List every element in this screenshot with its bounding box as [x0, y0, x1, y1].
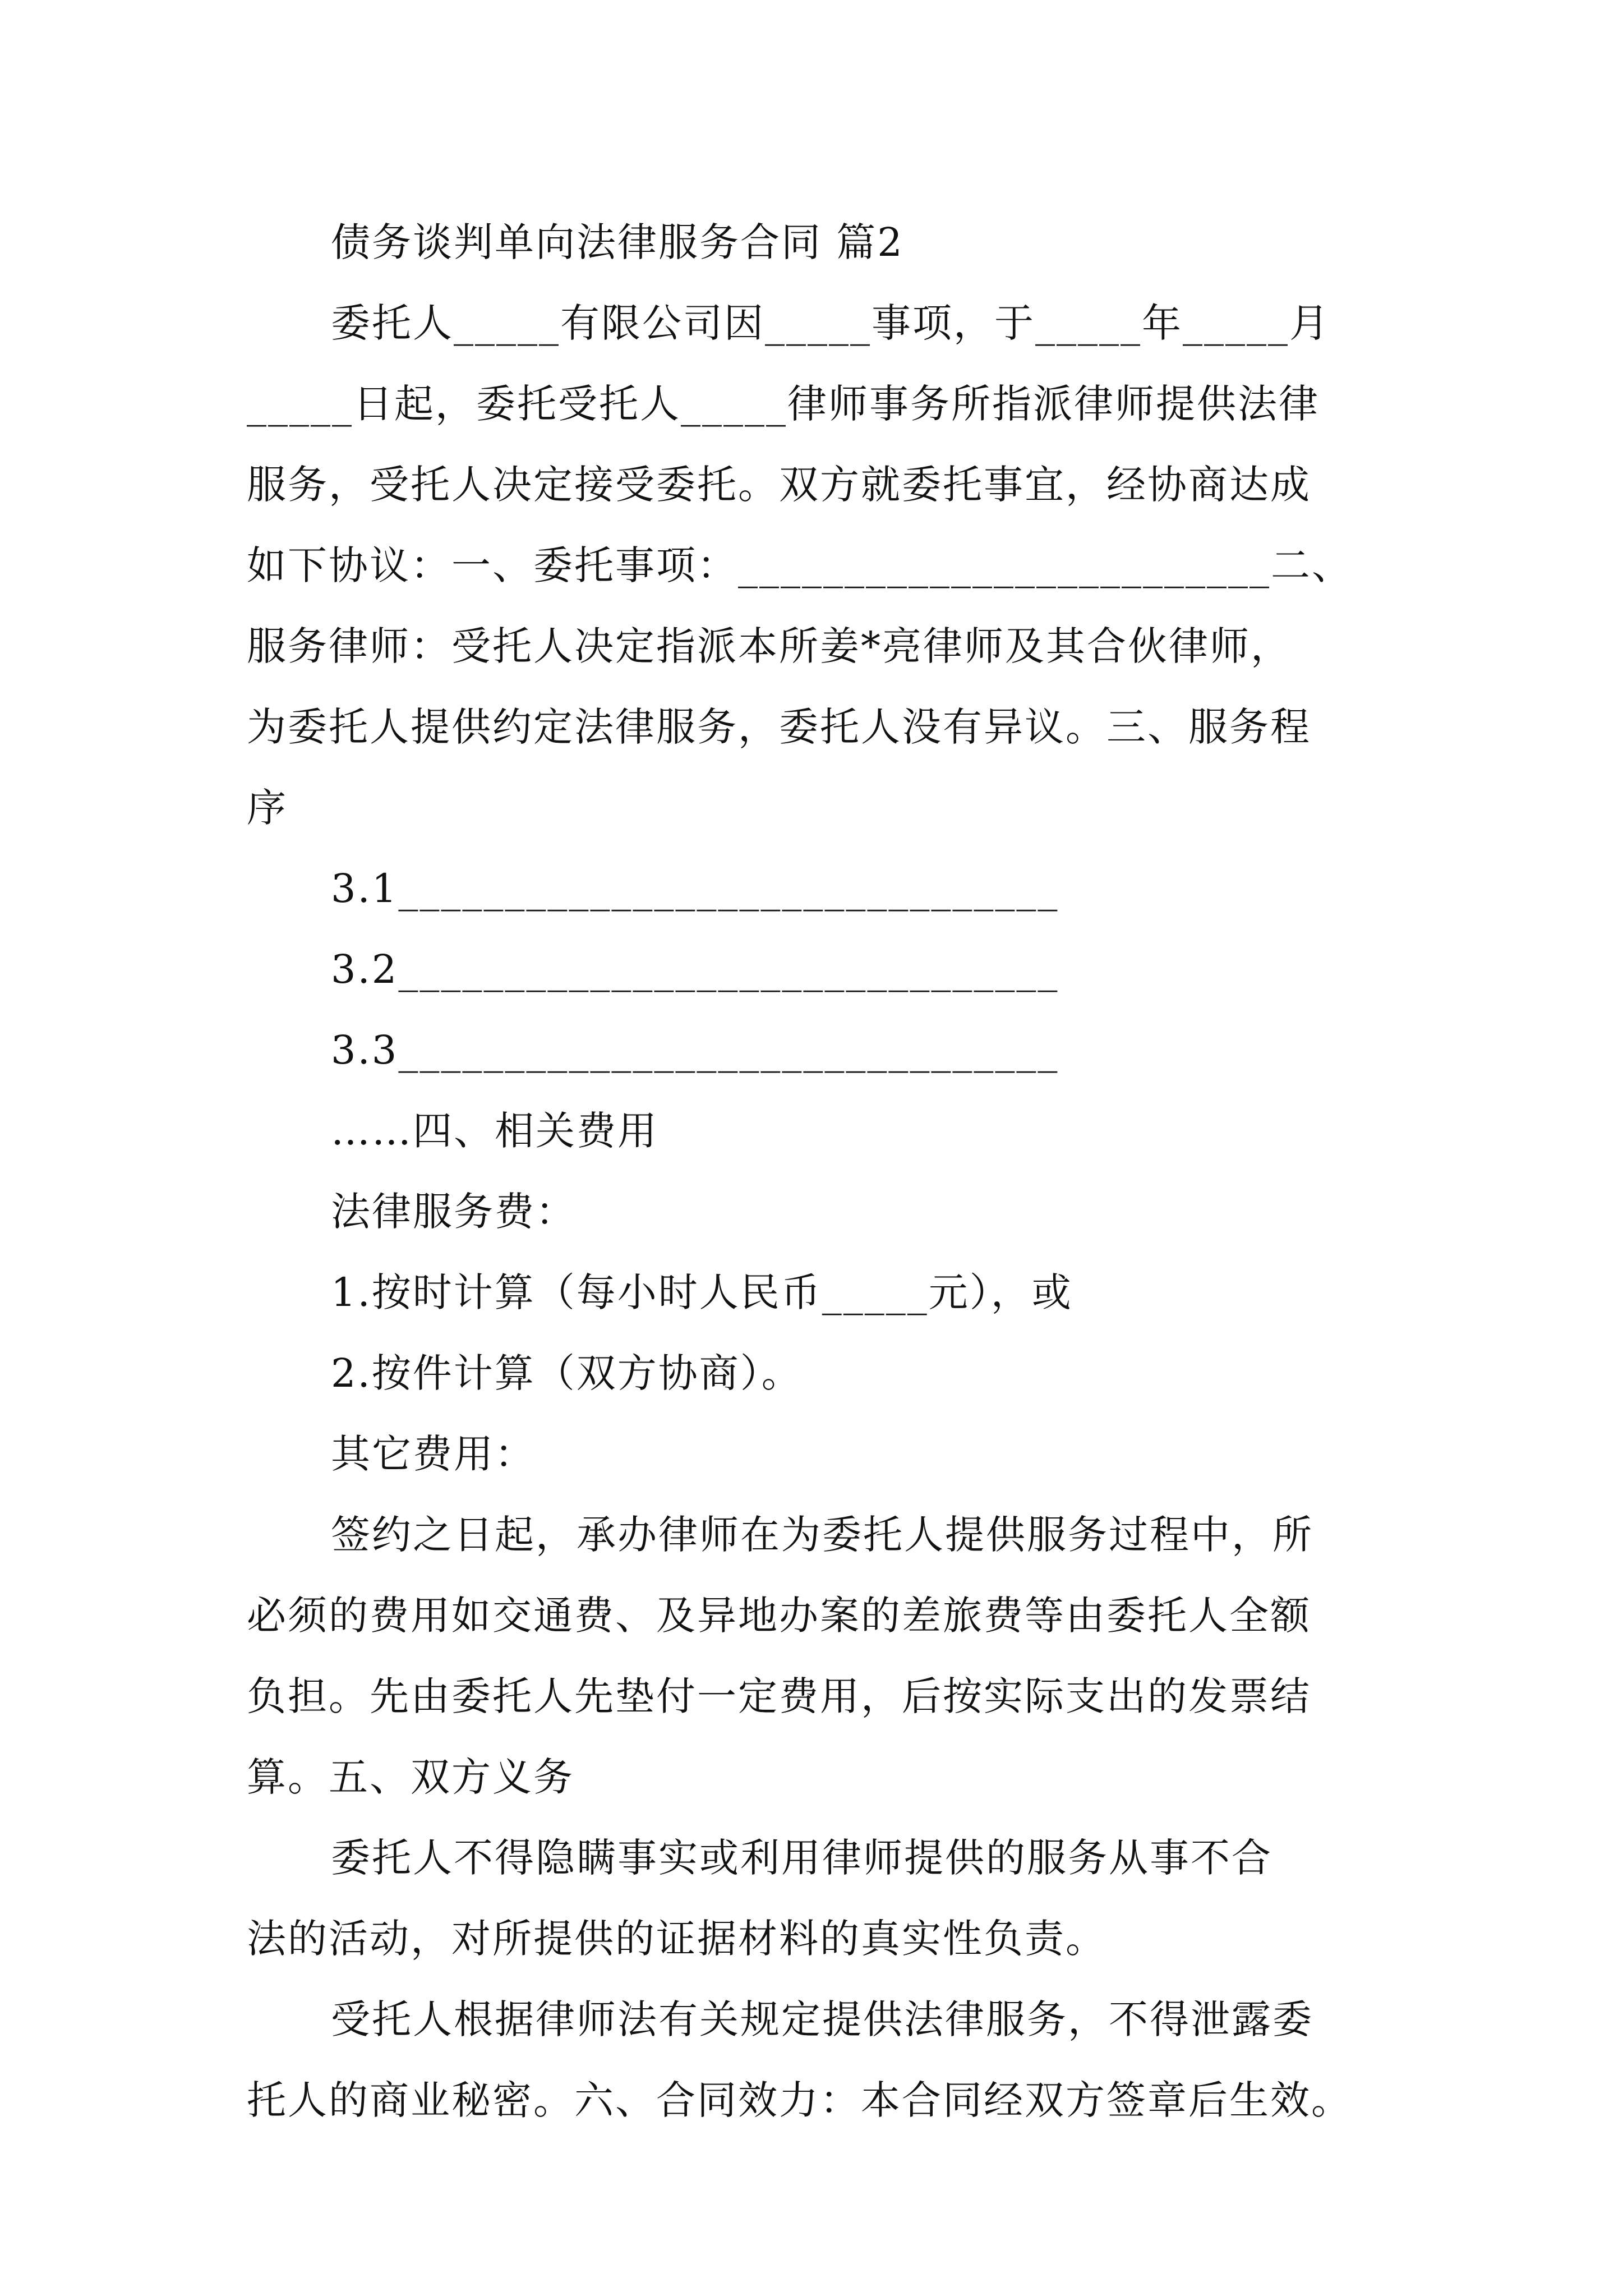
fee-label: 法律服务费： — [331, 1189, 577, 1235]
paragraph-lawyer-duty — [247, 1979, 1391, 2141]
text-line: 法的活动，对所提供的证据材料的真实性负责。 — [247, 1916, 1106, 1962]
text-line: 托人的商业秘密。六、合同效力：本合同经双方签章后生效。 — [247, 2077, 1352, 2123]
text-line: 受托人根据律师法有关规定提供法律服务，不得泄露委 — [331, 1996, 1313, 2042]
document-title: 债务谈判单向法律服务合同 篇2 — [331, 219, 904, 265]
text-line: 服务律师：受托人决定指派本所姜*亮律师及其合伙律师， — [247, 623, 1292, 669]
text-line: 委托人不得隐瞒事实或利用律师提供的服务从事不合 — [331, 1835, 1272, 1881]
text-line: 算。五、双方义务 — [247, 1754, 574, 1800]
text-line: 服务，受托人决定接受委托。双方就委托事宜，经协商达成 — [247, 462, 1311, 508]
fee-option-per-case: 2.按件计算（双方协商）。 — [331, 1350, 803, 1396]
document-body — [247, 202, 1391, 2141]
paragraph-other-fees — [247, 1494, 1391, 1818]
other-fee-label: 其它费用： — [331, 1431, 536, 1477]
text-line: 序 — [247, 785, 288, 831]
text-line: 签约之日起，承办律师在为委托人提供服务过程中，所 — [331, 1512, 1313, 1558]
fee-option-hourly: 1.按时计算（每小时人民币_____元），或 — [331, 1269, 1073, 1315]
paragraph-delegation — [247, 283, 1391, 848]
text-line: 如下协议：一、委托事项：_________________________二、 — [247, 542, 1353, 588]
service-step-3-3: 3.3_______________________________ — [331, 1027, 1059, 1073]
section-heading-fees: ……四、相关费用 — [331, 1108, 658, 1154]
text-line: 负担。先由委托人先垫付一定费用，后按实际支出的发票结 — [247, 1673, 1311, 1719]
paragraph-client-duty — [247, 1818, 1391, 1979]
text-line: _____日起，委托受托人_____律师事务所指派律师提供法律 — [247, 381, 1320, 427]
text-line: 为委托人提供约定法律服务，委托人没有异议。三、服务程 — [247, 704, 1311, 750]
service-step-3-2: 3.2_______________________________ — [331, 946, 1059, 992]
service-step-3-1: 3.1_______________________________ — [331, 866, 1059, 912]
text-line: 必须的费用如交通费、及异地办案的差旅费等由委托人全额 — [247, 1593, 1311, 1639]
text-line: 委托人_____有限公司因_____事项，于_____年_____月 — [331, 300, 1330, 346]
